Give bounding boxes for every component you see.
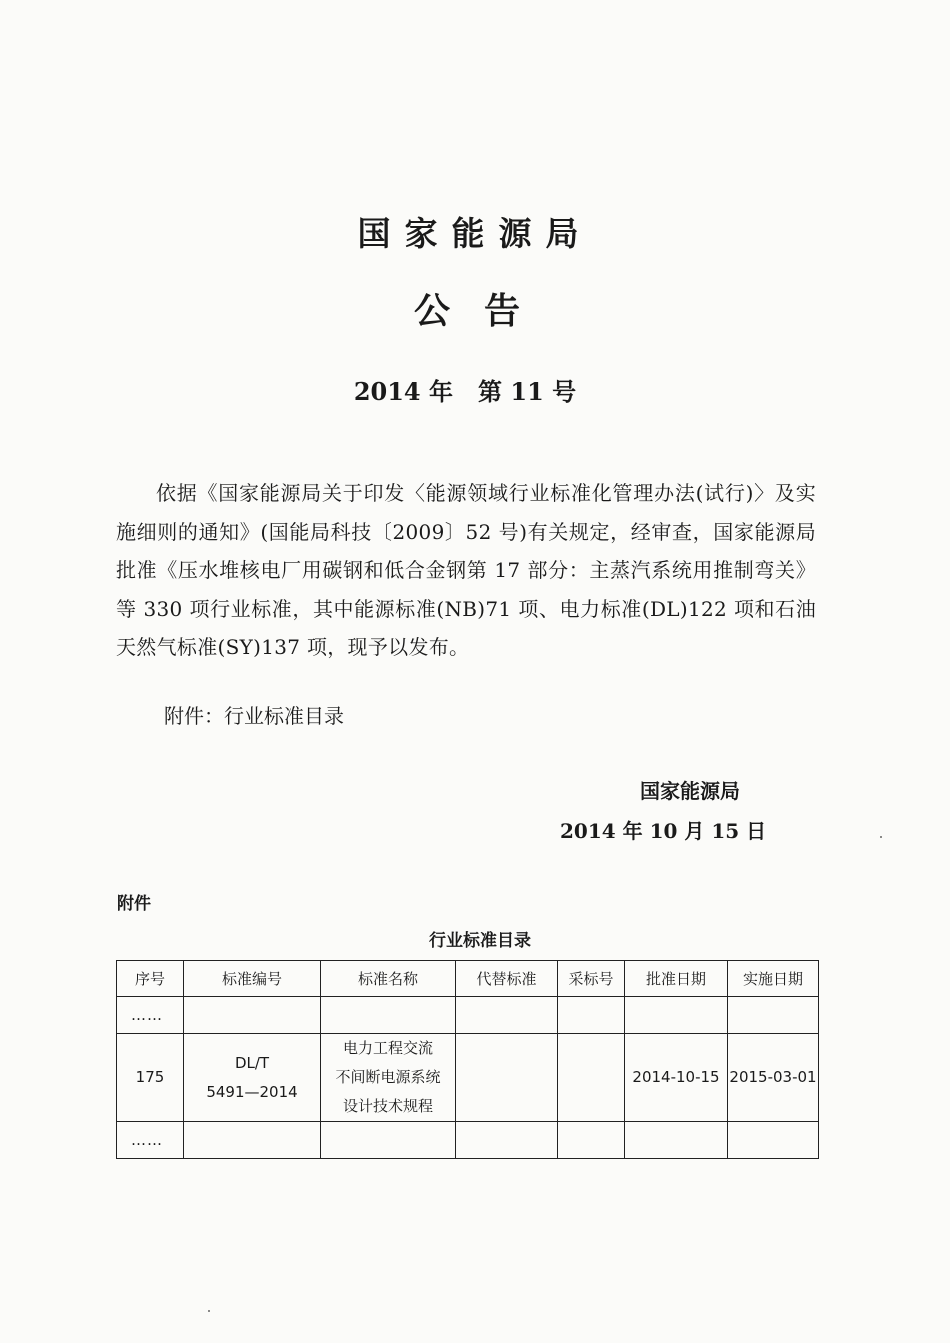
agency-title: 国家能源局 [357, 214, 593, 253]
approved-date-cell: 2014-10-15 [625, 1034, 728, 1122]
notice-body [116, 474, 816, 667]
annex-label: 附件 [117, 894, 151, 914]
standards-table [116, 960, 819, 1159]
scan-speck [208, 1310, 210, 1312]
col-header: 标准编号 [184, 961, 321, 997]
col-header: 实施日期 [728, 961, 819, 997]
notice-title: 公告 [413, 291, 554, 332]
col-header: 代替标准 [456, 961, 558, 997]
seq-cell: 175 [117, 1034, 184, 1122]
col-header: 标准名称 [321, 961, 456, 997]
ellipsis-cell: …… [117, 997, 184, 1034]
col-header: 批准日期 [625, 961, 728, 997]
signature-date: 2014 年 10 月 15 日 [560, 819, 767, 843]
col-header: 序号 [117, 961, 184, 997]
replaces-cell [456, 1034, 558, 1122]
issue-number: 2014 年 第 11 号 [353, 377, 577, 406]
body-paragraph: 依据《国家能源局关于印发〈能源领域行业标准化管理办法(试行)〉及实施细则的通知》(国能局科技〔2009〕52 号)有关规定，经审查，国家能源局批准《压水堆核电厂用碳钢和低合金钢第 17 部分：主蒸汽系统用推制弯关》等 330 项行业标准，其中能源标准(NB)71 项、电力标准(DL)122 项和石油天然气标准(SY)137 项，现予以发布。 [116, 481, 816, 659]
std-number-line: DL/T [234, 1053, 270, 1072]
col-header: 采标号 [558, 961, 625, 997]
signature-org: 国家能源局 [640, 779, 740, 803]
table-row [117, 1122, 819, 1159]
std-number-line: 5491—2014 [206, 1082, 298, 1101]
std-name-cell [321, 1034, 456, 1122]
adopted-cell [558, 1034, 625, 1122]
effective-date-cell: 2015-03-01 [728, 1034, 819, 1122]
table-row [117, 1034, 819, 1122]
std-number-cell [184, 1034, 321, 1122]
scan-speck [880, 836, 882, 838]
table-header-row [117, 961, 819, 997]
attachment-note: 附件：行业标准目录 [164, 704, 344, 728]
ellipsis-cell: …… [117, 1122, 184, 1159]
std-name-line: 电力工程交流 [342, 1039, 433, 1057]
std-name-line: 不间断电源系统 [335, 1068, 441, 1086]
std-name-line: 设计技术规程 [342, 1097, 433, 1115]
table-row [117, 997, 819, 1034]
annex-title: 行业标准目录 [429, 931, 531, 951]
